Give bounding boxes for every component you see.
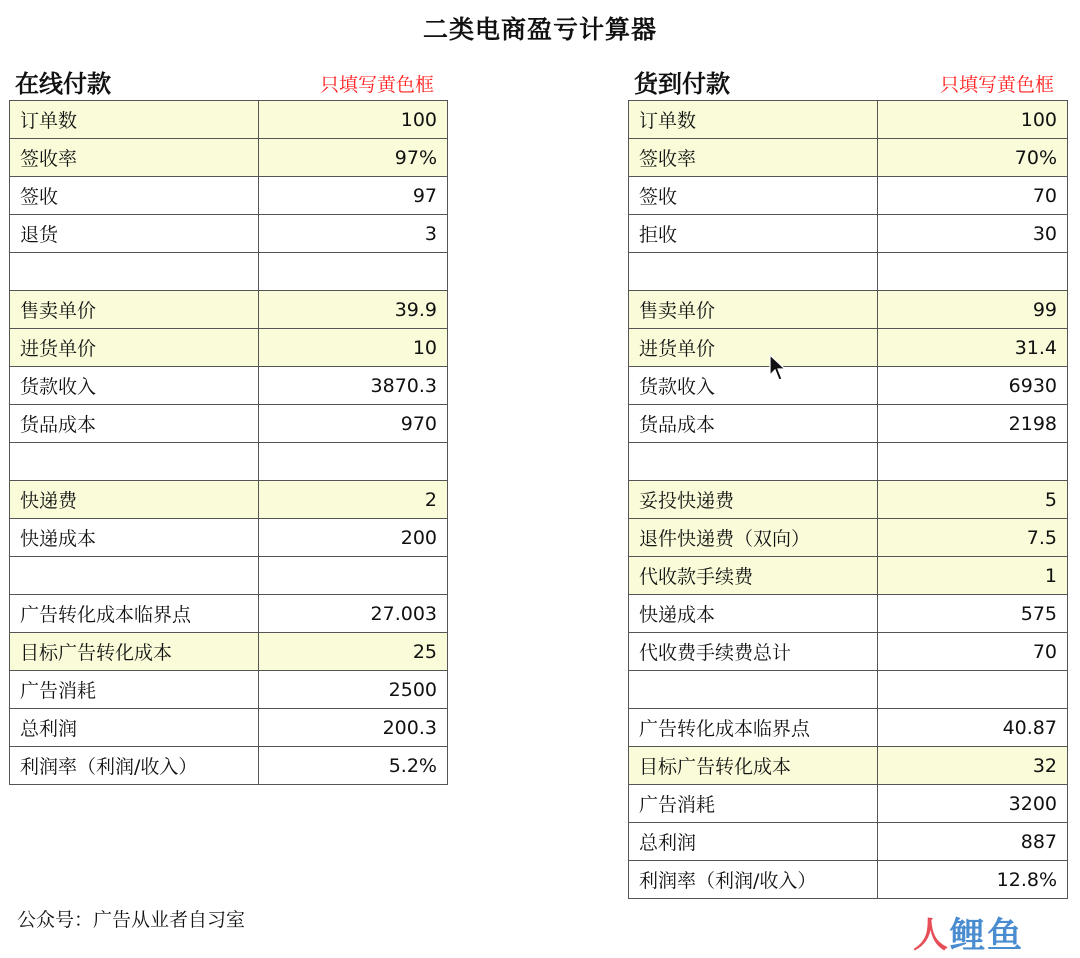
table-row [629, 481, 1068, 519]
computed-value-cell: 2198 [878, 405, 1068, 443]
row-label: 广告消耗 [10, 671, 259, 709]
computed-value-cell: 27.003 [259, 595, 448, 633]
row-label: 拒收 [629, 215, 878, 253]
row-label: 总利润 [629, 823, 878, 861]
table-row [629, 443, 1068, 481]
table-row [10, 595, 448, 633]
table-row [629, 747, 1068, 785]
panel-note: 只填写黄色框 [319, 74, 434, 96]
computed-value-cell: 887 [878, 823, 1068, 861]
table-row [629, 595, 1068, 633]
table-row [629, 253, 1068, 291]
row-label: 退件快递费（双向） [629, 519, 878, 557]
row-label: 妥投快递费 [629, 481, 878, 519]
computed-value-cell: 30 [878, 215, 1068, 253]
table-row [10, 139, 448, 177]
computed-value-cell: 70 [878, 177, 1068, 215]
watermark-part2: 鲤鱼 [950, 916, 1025, 956]
input-value-cell[interactable]: 97% [259, 139, 448, 177]
input-value-cell[interactable]: 7.5 [878, 519, 1068, 557]
computed-value-cell: 575 [878, 595, 1068, 633]
table-row [629, 633, 1068, 671]
computed-value-cell: 3870.3 [259, 367, 448, 405]
computed-value-cell: 40.87 [878, 709, 1068, 747]
input-value-cell[interactable]: 10 [259, 329, 448, 367]
row-label: 利润率（利润/收入） [629, 861, 878, 899]
input-value-cell[interactable]: 99 [878, 291, 1068, 329]
table-row [629, 215, 1068, 253]
row-label: 货品成本 [629, 405, 878, 443]
row-label: 广告转化成本临界点 [629, 709, 878, 747]
row-label [10, 557, 259, 595]
row-label [629, 253, 878, 291]
table-row [10, 215, 448, 253]
input-value-cell[interactable]: 70% [878, 139, 1068, 177]
table-row [629, 709, 1068, 747]
row-label: 利润率（利润/收入） [10, 747, 259, 785]
calculator-table [9, 100, 448, 785]
input-value-cell[interactable]: 100 [259, 101, 448, 139]
row-label: 目标广告转化成本 [10, 633, 259, 671]
table-row [629, 557, 1068, 595]
row-label: 退货 [10, 215, 259, 253]
footer-credit: 公众号：广告从业者自习室 [17, 909, 246, 931]
table-row [10, 101, 448, 139]
row-label: 快递费 [10, 481, 259, 519]
computed-value-cell: 3200 [878, 785, 1068, 823]
table-row [629, 329, 1068, 367]
computed-value-cell: 12.8% [878, 861, 1068, 899]
table-row [629, 823, 1068, 861]
input-value-cell[interactable]: 39.9 [259, 291, 448, 329]
row-label: 签收率 [10, 139, 259, 177]
table-row [629, 367, 1068, 405]
table-row [10, 405, 448, 443]
computed-value-cell: 5.2% [259, 747, 448, 785]
computed-value-cell: 3 [259, 215, 448, 253]
table-row [10, 633, 448, 671]
row-label: 订单数 [629, 101, 878, 139]
row-label: 目标广告转化成本 [629, 747, 878, 785]
input-value-cell[interactable]: 31.4 [878, 329, 1068, 367]
table-row [10, 671, 448, 709]
row-label: 进货单价 [10, 329, 259, 367]
row-label: 快递成本 [10, 519, 259, 557]
row-label: 广告消耗 [629, 785, 878, 823]
computed-value-cell: 2500 [259, 671, 448, 709]
row-label: 签收 [629, 177, 878, 215]
table-row [629, 519, 1068, 557]
row-label: 售卖单价 [10, 291, 259, 329]
table-row [10, 329, 448, 367]
table-row [629, 291, 1068, 329]
table-row [10, 519, 448, 557]
input-value-cell[interactable]: 2 [259, 481, 448, 519]
table-row [629, 405, 1068, 443]
row-label: 代收款手续费 [629, 557, 878, 595]
computed-value-cell [259, 253, 448, 291]
table-row [10, 557, 448, 595]
panel-title: 在线付款 [15, 70, 111, 98]
row-label [629, 443, 878, 481]
online-payment-panel [9, 62, 448, 785]
row-label [10, 253, 259, 291]
computed-value-cell [259, 557, 448, 595]
row-label: 签收 [10, 177, 259, 215]
input-value-cell[interactable]: 100 [878, 101, 1068, 139]
computed-value-cell: 97 [259, 177, 448, 215]
row-label: 订单数 [10, 101, 259, 139]
row-label: 货款收入 [629, 367, 878, 405]
panel-header [9, 62, 448, 100]
input-value-cell[interactable]: 32 [878, 747, 1068, 785]
row-label: 快递成本 [629, 595, 878, 633]
table-row [629, 785, 1068, 823]
page-title: 二类电商盈亏计算器 [422, 15, 657, 44]
panel-header [628, 62, 1068, 100]
computed-value-cell: 6930 [878, 367, 1068, 405]
table-row [10, 253, 448, 291]
computed-value-cell: 70 [878, 633, 1068, 671]
table-row [629, 671, 1068, 709]
table-row [629, 139, 1068, 177]
table-row [629, 101, 1068, 139]
panel-note: 只填写黄色框 [939, 74, 1054, 96]
table-row [10, 291, 448, 329]
row-label: 进货单价 [629, 329, 878, 367]
computed-value-cell: 200 [259, 519, 448, 557]
mouse-pointer-icon [769, 354, 787, 386]
table-row [10, 481, 448, 519]
panel-title: 货到付款 [634, 70, 730, 98]
row-label: 广告转化成本临界点 [10, 595, 259, 633]
row-label: 总利润 [10, 709, 259, 747]
watermark-logo [913, 908, 1024, 958]
row-label: 货品成本 [10, 405, 259, 443]
row-label: 签收率 [629, 139, 878, 177]
table-row [10, 443, 448, 481]
row-label [10, 443, 259, 481]
computed-value-cell [878, 671, 1068, 709]
table-row [10, 709, 448, 747]
table-row [629, 177, 1068, 215]
row-label: 货款收入 [10, 367, 259, 405]
cod-payment-panel [628, 62, 1068, 899]
table-row [10, 177, 448, 215]
input-value-cell[interactable]: 25 [259, 633, 448, 671]
row-label [629, 671, 878, 709]
calculator-table [628, 100, 1068, 899]
table-row [629, 861, 1068, 899]
computed-value-cell: 970 [259, 405, 448, 443]
row-label: 代收费手续费总计 [629, 633, 878, 671]
table-row [10, 747, 448, 785]
computed-value-cell [878, 443, 1068, 481]
watermark-part1: 人 [913, 916, 951, 956]
table-row [10, 367, 448, 405]
row-label: 售卖单价 [629, 291, 878, 329]
computed-value-cell [259, 443, 448, 481]
input-value-cell[interactable]: 5 [878, 481, 1068, 519]
computed-value-cell: 200.3 [259, 709, 448, 747]
computed-value-cell [878, 253, 1068, 291]
input-value-cell[interactable]: 1 [878, 557, 1068, 595]
